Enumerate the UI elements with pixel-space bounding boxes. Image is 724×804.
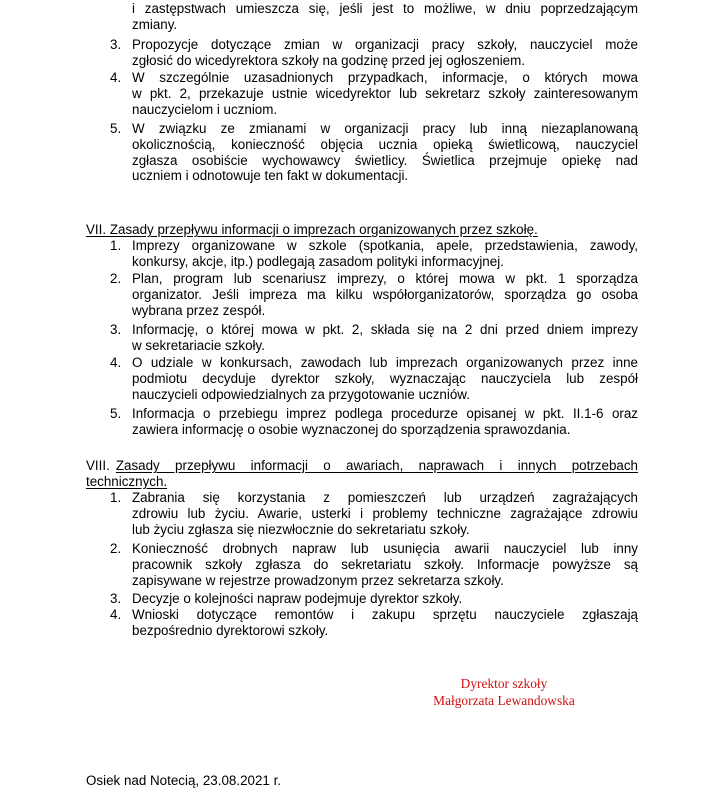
- text-line: Imprezy organizowane w szkole (spotkania, apele, przedstawienia, zawody,: [132, 238, 638, 253]
- text-line: W szczególnie uzasadnionych przypadkach, informacje, o których mowa: [132, 70, 638, 85]
- text-line: nauczycieli odpowiedzialnych za przygotowanie uczniów.: [132, 386, 470, 402]
- place-date: Osiek nad Notecią, 23.08.2021 r.: [86, 773, 282, 788]
- text-line: W związku ze zmianami w organizacji pracy lub inną niezaplanowaną: [132, 121, 638, 136]
- text-line: O udziale w konkursach, zawodach lub imprezach organizowanych przez inne: [132, 355, 638, 370]
- text-line: Informację, o której mowa w pkt. 2, składa się na 2 dni przed dniem imprezy: [132, 322, 638, 337]
- text-line: pracownik szkoły zgłasza do sekretariatu szkoły. Informacje powyższe są: [132, 556, 638, 572]
- text-line: lub życiu zgłasza się niezwłocznie do sekretariatu szkoły.: [132, 521, 470, 537]
- text-line: zmiany.: [132, 16, 178, 32]
- text-line: konkursy, akcje, itp.) podlegają zasadom polityki informacyjnej.: [132, 253, 504, 269]
- item-number: 2.: [110, 541, 122, 556]
- section-title: [86, 458, 638, 490]
- text-line: podmiotu decyduje dyrektor szkoły, wyznaczając nauczyciela lub zespół: [132, 370, 638, 386]
- item-number: 4.: [110, 70, 122, 85]
- item-number: 1.: [110, 238, 122, 253]
- text-line: Zabrania się korzystania z pomieszczeń lub urządzeń zagrażających: [132, 490, 638, 505]
- item-number: 5.: [110, 121, 122, 136]
- text-line: organizator. Jeśli impreza ma kilku współorganizatorów, sporządza go osoba: [132, 286, 638, 302]
- text-line: okolicznością, konieczność objęcia ucznia opieką świetlicową, nauczyciel: [132, 136, 638, 152]
- item-number: 4.: [110, 355, 122, 370]
- item-number: 3.: [110, 591, 122, 606]
- section-title: VII. Zasady przepływu informacji o imprezach organizowanych przez szkołę.: [86, 222, 538, 237]
- item-number: 2.: [110, 271, 122, 286]
- text-line: Plan, program lub scenariusz imprezy, o której mowa w pkt. 1 sporządza: [132, 271, 638, 286]
- text-line: w pkt. 2, przekazuje ustnie wicedyrektor lub sekretarz szkoły zainteresowanym: [132, 85, 638, 101]
- section-number: VIII.: [86, 458, 110, 473]
- text-line: zapisywane w rejestrze prowadzonym przez sekretarza szkoły.: [132, 572, 504, 588]
- text-line: i zastępstwach umieszcza się, jeśli jest to możliwe, w dniu poprzedzającym: [132, 1, 638, 16]
- text-line: Propozycje dotyczące zmian w organizacji pracy szkoły, nauczyciel może: [132, 37, 638, 52]
- text-line: bezpośrednio dyrektorowi szkoły.: [132, 622, 329, 638]
- section-title-line: technicznych.: [86, 473, 168, 489]
- text-line: wybrana przez zespół.: [132, 302, 266, 318]
- section-title-line: Zasady przepływu informacji o awariach, naprawach i innych potrzebach: [115, 458, 638, 473]
- item-number: 1.: [110, 490, 122, 505]
- item-number: 3.: [110, 322, 122, 337]
- text-line: zawiera informację o osobie wyznaczonej do sporządzenia sprawozdania.: [132, 421, 571, 437]
- text-line: Informacja o przebiegu imprez podlega procedurze opisanej w pkt. II.1-6 oraz: [132, 406, 638, 421]
- text-line: nauczycielom i uczniom.: [132, 101, 278, 117]
- text-line: zgłasza osobiście wychowawcy świetlicy. Świetlica przejmuje opiekę nad: [132, 152, 638, 168]
- text-line: zgłosić do wicedyrektora szkoły na godzinę przed jej ogłoszeniem.: [132, 52, 525, 68]
- text-line: w sekretariacie szkoły.: [132, 337, 265, 353]
- text-line: Decyzje o kolejności napraw podejmuje dyrektor szkoły.: [132, 591, 463, 606]
- text-line: Konieczność drobnych napraw lub usunięcia awarii nauczyciel lub inny: [132, 541, 638, 556]
- signature-title: Dyrektor szkoły: [460, 676, 548, 691]
- text-line: Wnioski dotyczące remontów i zakupu sprzętu nauczyciele zgłaszają: [132, 607, 638, 622]
- text-line: zdrowiu lub życiu. Awarie, usterki i problemy techniczne zagrażające zdrowiu: [132, 505, 638, 521]
- signature-block: [412, 675, 596, 709]
- item-number: 4.: [110, 607, 122, 622]
- signature-name: Małgorzata Lewandowska: [433, 693, 575, 708]
- item-number: 3.: [110, 37, 122, 52]
- item-number: 5.: [110, 406, 122, 421]
- text-line: uczniem i odnotowuje ten fakt w dokumentacji.: [132, 168, 409, 184]
